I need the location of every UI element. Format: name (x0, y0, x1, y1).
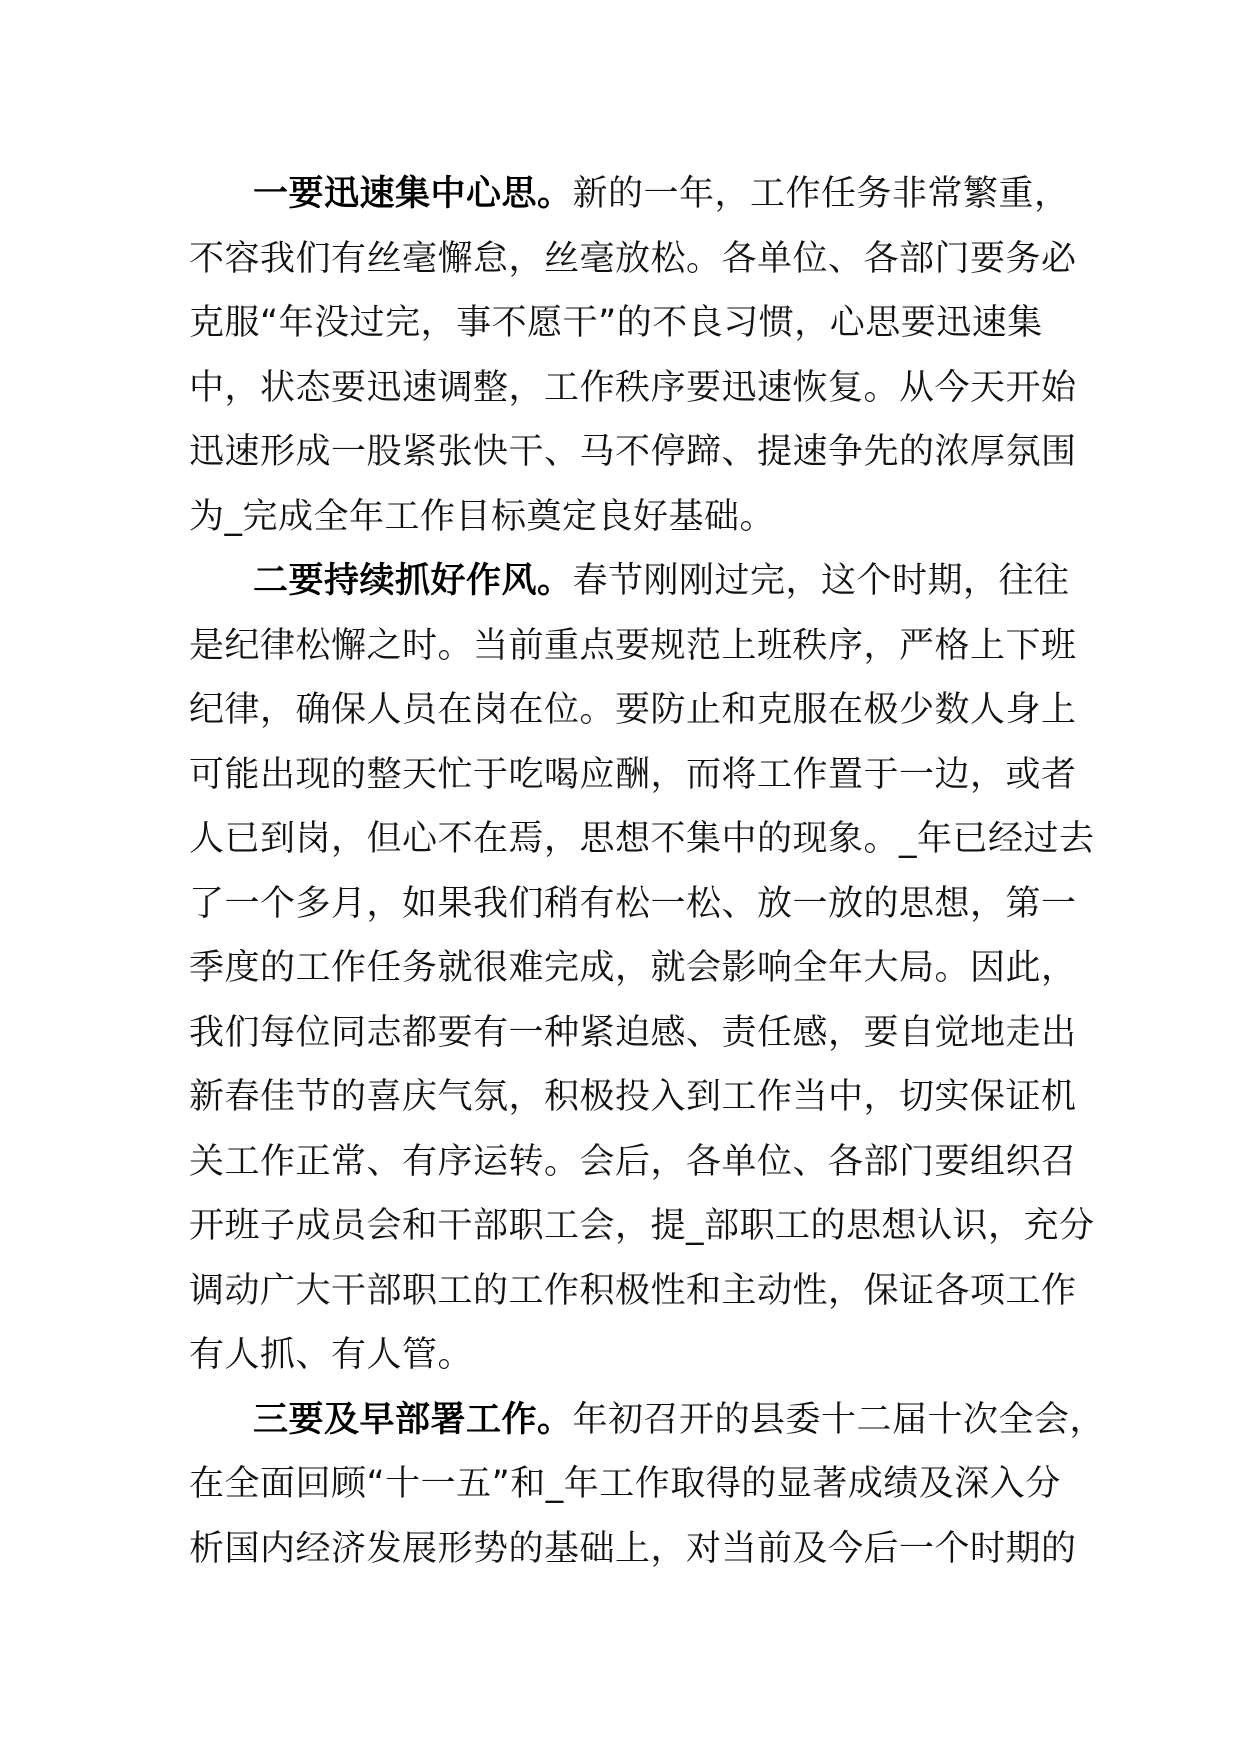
paragraph-line: 了一个多月，如果我们稍有松一松、放一放的思想，第一 (189, 883, 1077, 924)
paragraph-line: 为_完成全年工作目标奠定良好基础。 (189, 496, 776, 537)
paragraph-heading: 一要迅速集中心思。 (253, 174, 573, 214)
paragraph-line: 中，状态要迅速调整，工作秩序要迅速恢复。从今天开始 (189, 367, 1077, 408)
paragraph-line: 我们每位同志都要有一种紧迫感、责任感，要自觉地走出 (189, 1012, 1077, 1053)
paragraph-line: 新春佳节的喜庆气氛，积极投入到工作当中，切实保证机 (189, 1077, 1077, 1117)
paragraph-line: 调动广大干部职工的工作积极性和主动性，保证各项工作 (189, 1270, 1077, 1311)
paragraph-line: 纪律，确保人员在岗在位。要防止和克服在极少数人身上 (189, 690, 1077, 730)
paragraph-2 (189, 549, 1095, 1388)
paragraph-line: 有人抓、有人管。 (189, 1335, 474, 1375)
document-body (189, 162, 1106, 1581)
paragraph-3 (189, 1388, 1106, 1582)
paragraph-line: 可能出现的整天忙于吃喝应酬，而将工作置于一边，或者 (189, 754, 1077, 795)
paragraph-line: 人已到岗，但心不在焉，思想不集中的现象。_年已经过去 (189, 819, 1095, 859)
paragraph-heading: 三要及早部署工作。 (253, 1399, 573, 1440)
paragraph-line: 在全面回顾“十一五”和_年工作取得的显著成绩及深入分 (189, 1464, 1061, 1504)
paragraph-line: 迅速形成一股紧张快干、马不停蹄、提速争先的浓厚氛围 (189, 432, 1077, 472)
paragraph-line: 析国内经济发展形势的基础上，对当前及今后一个时期的 (189, 1528, 1077, 1569)
paragraph-first-line (189, 1388, 1106, 1453)
paragraph-line: 关工作正常、有序运转。会后，各单位、各部门要组织召 (189, 1141, 1077, 1182)
paragraph-line: 季度的工作任务就很难完成，就会影响全年大局。因此， (189, 948, 1077, 988)
paragraph-text: 年初召开的县委十二届十次全会， (572, 1399, 1106, 1440)
paragraph-first-line (189, 162, 1070, 227)
paragraph-line: 开班子成员会和干部职工会，提_部职工的思想认识，充分 (189, 1206, 1095, 1246)
paragraph-first-line (189, 549, 1070, 614)
paragraph-line: 是纪律松懈之时。当前重点要规范上班秩序，严格上下班 (189, 625, 1077, 666)
paragraph-text: 春节刚刚过完，这个时期，往往 (572, 561, 1070, 601)
paragraph-line: 不容我们有丝毫懈怠，丝毫放松。各单位、各部门要务必 (189, 238, 1077, 279)
paragraph-text: 新的一年，工作任务非常繁重， (572, 174, 1070, 214)
paragraph-heading: 二要持续抓好作风。 (253, 561, 573, 601)
paragraph-1 (189, 162, 1077, 549)
paragraph-line: 克服“年没过完，事不愿干”的不良习惯，心思要迅速集 (189, 303, 1043, 343)
